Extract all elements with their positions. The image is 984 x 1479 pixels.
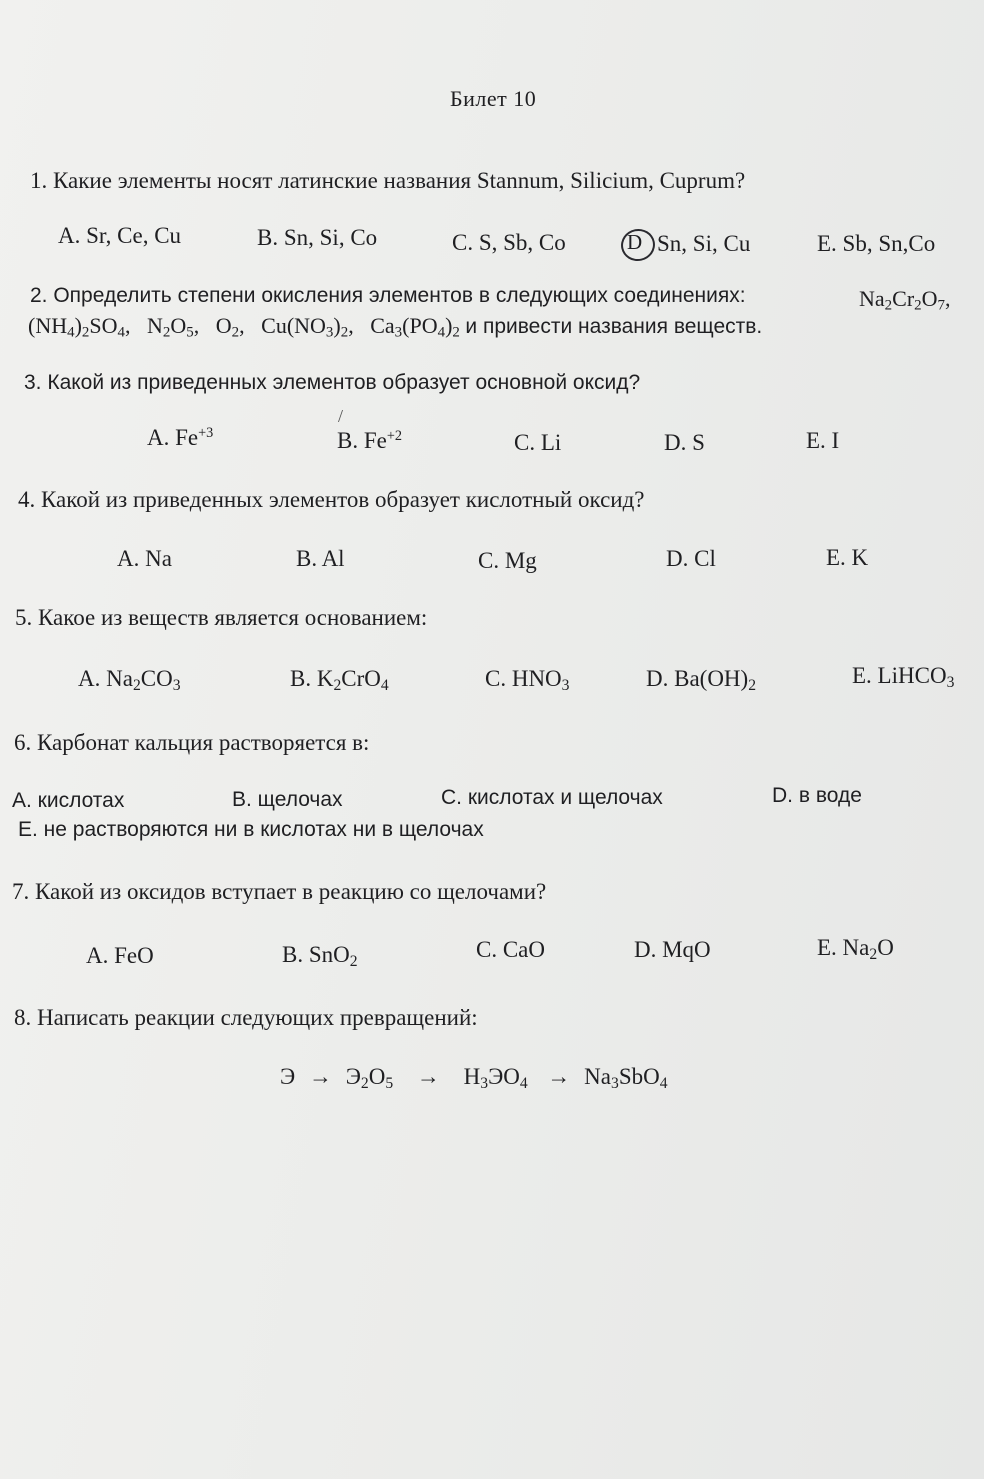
question-2-line-1: 2. Определить степени окисления элементов в следующих соединениях: (30, 284, 746, 307)
ticket-title: Билет 10 (450, 86, 537, 111)
q4-option-d: D. Cl (666, 546, 716, 571)
q2-compound-n2o5: $N_2O_5$, (147, 313, 200, 341)
q8-transformation-chain: $Э \to Э_2O_5 \to H_3ЭO_4 \to Na_3SbO_4$ (280, 1064, 668, 1092)
q6-option-d: D. в воде (772, 784, 862, 807)
question-4: 4. Какой из приведенных элементов образует кислотный оксид? (18, 487, 645, 512)
question-5: 5. Какое из веществ является основанием: (15, 605, 428, 630)
q5-option-c: C. $HNO_3$ (485, 666, 570, 694)
q7-option-a: A. FeO (86, 943, 154, 968)
question-1: 1. Какие элементы носят латинские названия Stannum, Silicium, Cuprum? (30, 168, 746, 193)
q4-option-a: A. Na (117, 546, 172, 571)
q3-option-c: C. Li (514, 430, 562, 455)
question-3: 3. Какой из приведенных элементов образует основной оксид? (24, 371, 641, 394)
q5-option-a: A. $Na_2CO_3$ (78, 666, 181, 694)
q3-option-a: A. $Fe^{+3}$ (147, 425, 214, 450)
q5-option-d: D. $Ba(OH)_2$ (646, 666, 757, 694)
q2-compound-cu-no3-2: $Cu(NO_3)_2$, (261, 313, 354, 341)
q4-option-b: B. Al (296, 546, 345, 571)
q1-option-d: Sn, Si, Cu (657, 231, 751, 256)
q6-option-a: A. кислотах (12, 789, 125, 812)
q4-option-c: C. Mg (478, 548, 537, 573)
q6-option-e: E. не растворяются ни в кислотах ни в щелочах (18, 818, 484, 841)
q1-option-a: A. Sr, Ce, Cu (58, 223, 182, 248)
question-8: 8. Написать реакции следующих превращений: (14, 1005, 478, 1030)
q6-option-c: C. кислотах и щелочах (441, 786, 663, 809)
q5-option-b: B. $K_2CrO_4$ (290, 666, 389, 694)
q7-option-e: E. $Na_2O$ (817, 935, 894, 963)
q1-option-e: E. Sb, Sn,Co (817, 231, 936, 256)
pencil-tick-mark: / (338, 406, 344, 426)
q3-option-e: E. I (806, 428, 840, 453)
q4-option-e: E. K (826, 545, 869, 570)
q6-option-b: B. щелочах (232, 788, 343, 811)
q2-compound-na2cr2o7: $Na_2Cr_2O_7$, (859, 286, 951, 314)
question-2-line-2 (28, 313, 762, 342)
q7-option-c: C. CaO (476, 937, 545, 962)
q1-option-d-letter: D (627, 230, 643, 254)
q3-option-d: D. S (664, 430, 705, 455)
q7-option-b: B. SnO$_2$ (282, 942, 358, 970)
q2-compound-ca3-po4-2: $Ca_3(PO_4)_2$ (370, 313, 460, 341)
question-6: 6. Карбонат кальция растворяется в: (14, 730, 370, 755)
q2-compound-nh4-2so4: $(NH_4)_2SO_4$, (28, 313, 131, 341)
q7-option-d: D. MqO (634, 937, 711, 962)
q2-instruction-tail: и привести названия веществ. (465, 315, 763, 338)
q1-option-c: C. S, Sb, Co (452, 230, 566, 255)
q2-compound-o2: $O_2$, (215, 313, 245, 341)
q3-option-b: B. $Fe^{+2}$ (337, 428, 403, 453)
question-7: 7. Какой из оксидов вступает в реакцию со щелочами? (12, 879, 547, 904)
q5-option-e: E. LiHCO$_3$ (852, 663, 955, 691)
q1-option-b: B. Sn, Si, Co (257, 225, 378, 250)
